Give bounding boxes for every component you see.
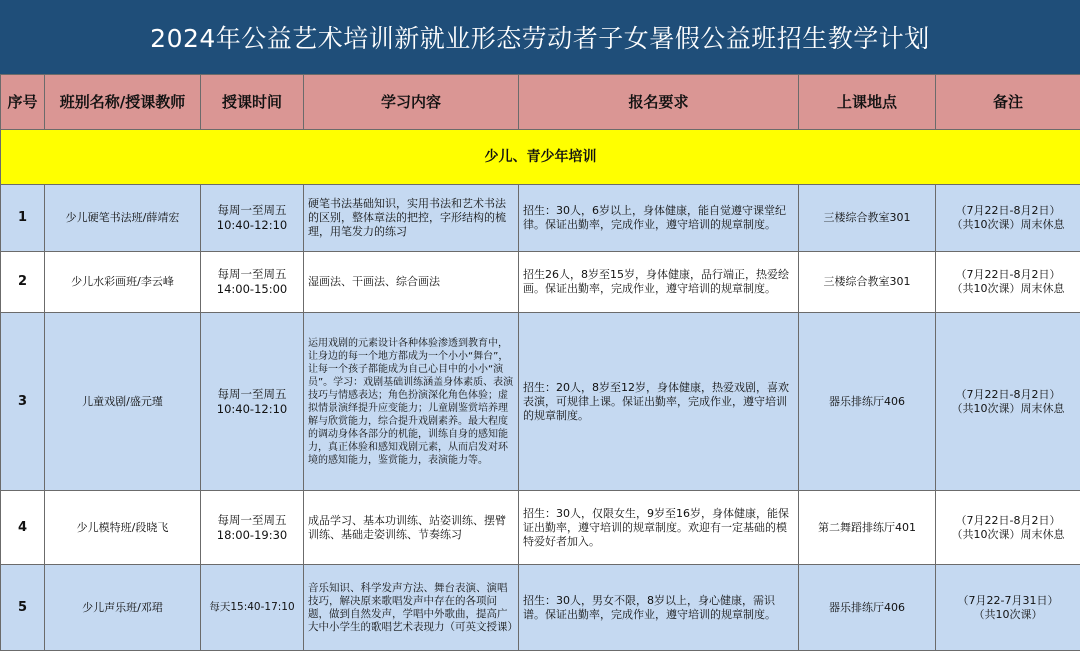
- class-time: 每周一至周五 18:00-19:30: [201, 491, 304, 565]
- class-location: 第二舞蹈排练厅401: [799, 491, 936, 565]
- class-location: 器乐排练厅406: [799, 313, 936, 491]
- header-time: 授课时间: [201, 75, 304, 130]
- header-class-teacher: 班别名称/授课教师: [45, 75, 201, 130]
- class-time: 每周一至周五 14:00-15:00: [201, 252, 304, 313]
- class-requirements: 招生：30人，男女不限，8岁以上，身心健康，需识谱。保证出勤率，完成作业，遵守培训的规章制度。: [519, 565, 799, 651]
- class-location: 三楼综合教室301: [799, 252, 936, 313]
- schedule-table: [0, 74, 1080, 651]
- class-content: 湿画法、干画法、综合画法: [304, 252, 519, 313]
- header-content: 学习内容: [304, 75, 519, 130]
- section-row: [1, 130, 1080, 185]
- class-notes: （7月22日-8月2日） （共10次课）周末休息: [936, 252, 1080, 313]
- class-content: 成品学习、基本功训练、站姿训练、摆臂训练、基础走姿训练、节奏练习: [304, 491, 519, 565]
- header-location: 上课地点: [799, 75, 936, 130]
- class-location: 三楼综合教室301: [799, 185, 936, 252]
- row-number: 4: [1, 491, 45, 565]
- class-name: 少儿水彩画班/李云峰: [45, 252, 201, 313]
- class-time: 每周一至周五 10:40-12:10: [201, 313, 304, 491]
- class-content: 运用戏剧的元素设计各种体验渗透到教育中，让身边的每一个地方都成为一个小小“舞台”，让每一个孩子都能成为自己心目中的小小“演员”。学习：戏剧基础训练涵盖身体素质、表演技巧与情感表达；角色扮演深化角色体验；虚拟情景演绎提升应变能力；儿童剧鉴赏培养理解与欣赏能力，综合提升戏剧素养。最大程度的调动身体各部分的机能，训练自身的感知能力，真正体验和感知戏剧元素，从而启发对环境的感知能力，鉴赏能力，表演能力等。: [304, 313, 519, 491]
- row-number: 2: [1, 252, 45, 313]
- class-notes: （7月22日-8月2日） （共10次课）周末休息: [936, 313, 1080, 491]
- class-content: 硬笔书法基础知识，实用书法和艺术书法的区别，整体章法的把控，字形结构的梳理，用笔发力的练习: [304, 185, 519, 252]
- class-name: 少儿硬笔书法班/薛靖宏: [45, 185, 201, 252]
- class-location: 器乐排练厅406: [799, 565, 936, 651]
- table-row: [1, 313, 1080, 491]
- table-row: [1, 491, 1080, 565]
- class-requirements: 招生：30人，仅限女生，9岁至16岁，身体健康，能保证出勤率，遵守培训的规章制度。欢迎有一定基础的模特爱好者加入。: [519, 491, 799, 565]
- class-notes: （7月22-7月31日） （共10次课）: [936, 565, 1080, 651]
- class-name: 少儿模特班/段晓飞: [45, 491, 201, 565]
- header-requirements: 报名要求: [519, 75, 799, 130]
- table-row: [1, 185, 1080, 252]
- class-time: 每周一至周五 10:40-12:10: [201, 185, 304, 252]
- class-requirements: 招生：30人，6岁以上，身体健康，能自觉遵守课堂纪律。保证出勤率，完成作业，遵守培训的规章制度。: [519, 185, 799, 252]
- header-row: [1, 75, 1080, 130]
- class-notes: （7月22日-8月2日） （共10次课）周末休息: [936, 185, 1080, 252]
- class-name: 少儿声乐班/邓珺: [45, 565, 201, 651]
- class-time: 每天15:40-17:10: [201, 565, 304, 651]
- class-requirements: 招生：20人，8岁至12岁，身体健康，热爱戏剧，喜欢表演，可规律上课。保证出勤率，完成作业，遵守培训的规章制度。: [519, 313, 799, 491]
- table-row: [1, 565, 1080, 651]
- table-row: [1, 252, 1080, 313]
- row-number: 3: [1, 313, 45, 491]
- row-number: 1: [1, 185, 45, 252]
- section-title: 少儿、青少年培训: [1, 130, 1080, 185]
- row-number: 5: [1, 565, 45, 651]
- header-no: 序号: [1, 75, 45, 130]
- page-title: 2024年公益艺术培训新就业形态劳动者子女暑假公益班招生教学计划: [0, 0, 1080, 75]
- class-notes: （7月22日-8月2日） （共10次课）周末休息: [936, 491, 1080, 565]
- class-name: 儿童戏剧/盛元瑾: [45, 313, 201, 491]
- class-requirements: 招生26人，8岁至15岁，身体健康，品行端正，热爱绘画。保证出勤率，完成作业，遵守培训的规章制度。: [519, 252, 799, 313]
- header-notes: 备注: [936, 75, 1080, 130]
- class-content: 音乐知识、科学发声方法、舞台表演、演唱技巧，解决原来歌唱发声中存在的各项问题，做到自然发声，学唱中外歌曲，提高广大中小学生的歌唱艺术表现力（可英文授课）: [304, 565, 519, 651]
